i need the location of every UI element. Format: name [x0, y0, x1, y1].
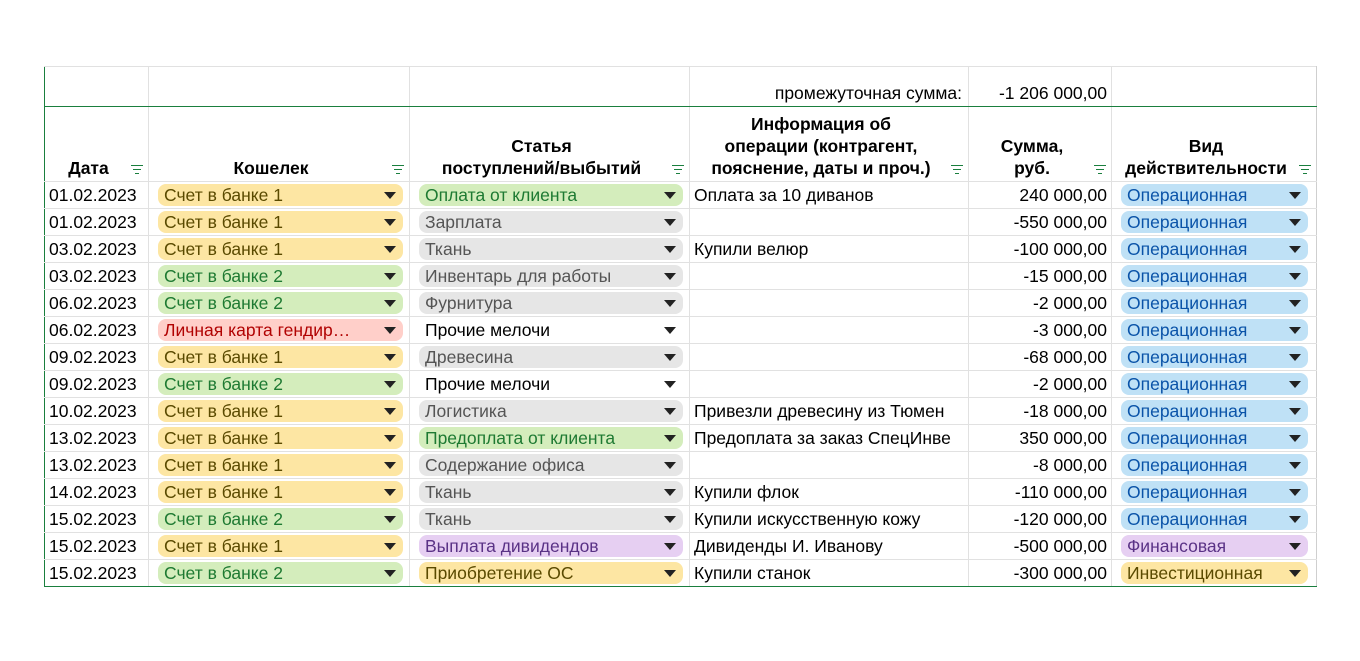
wallet-cell[interactable] — [149, 182, 410, 209]
wallet-cell[interactable] — [149, 236, 410, 263]
filter-icon[interactable] — [392, 165, 404, 175]
article-cell[interactable] — [410, 209, 690, 236]
dropdown-arrow-icon[interactable] — [664, 489, 676, 496]
article-dropdown-label: Ткань — [425, 509, 472, 529]
article-dropdown-label: Инвентарь для работы — [425, 266, 612, 286]
activity-dropdown-label: Операционная — [1127, 212, 1248, 232]
dropdown-arrow-icon[interactable] — [1289, 489, 1301, 496]
wallet-dropdown-label: Счет в банке 2 — [164, 293, 283, 313]
date-cell[interactable]: 06.02.2023 — [45, 317, 149, 344]
info-cell[interactable] — [690, 263, 969, 290]
wallet-cell[interactable] — [149, 398, 410, 425]
subtotal-label[interactable]: промежуточная сумма: — [690, 67, 969, 107]
article-cell[interactable] — [410, 182, 690, 209]
activity-cell[interactable] — [1112, 236, 1317, 263]
article-cell[interactable] — [410, 371, 690, 398]
dropdown-arrow-icon[interactable] — [1289, 192, 1301, 199]
amount-cell[interactable]: -120 000,00 — [969, 506, 1112, 533]
dropdown-arrow-icon[interactable] — [1289, 381, 1301, 388]
article-dropdown[interactable] — [419, 292, 683, 314]
article-dropdown-label: Прочие мелочи — [425, 320, 550, 340]
wallet-dropdown[interactable] — [158, 265, 403, 287]
spreadsheet-table — [44, 66, 1317, 587]
date-cell[interactable]: 09.02.2023 — [45, 371, 149, 398]
article-dropdown[interactable] — [419, 184, 683, 206]
table-row — [45, 236, 1317, 263]
article-dropdown[interactable] — [419, 373, 683, 395]
date-cell[interactable]: 15.02.2023 — [45, 560, 149, 587]
dropdown-arrow-icon[interactable] — [1289, 462, 1301, 469]
info-cell[interactable]: Привезли древесину из Тюмен — [690, 398, 969, 425]
header-activity[interactable] — [1112, 107, 1317, 182]
date-cell[interactable]: 15.02.2023 — [45, 533, 149, 560]
table-row — [45, 533, 1317, 560]
activity-dropdown[interactable] — [1121, 292, 1308, 314]
wallet-dropdown-label: Счет в банке 2 — [164, 509, 283, 529]
header-row — [45, 107, 1317, 182]
wallet-cell[interactable] — [149, 263, 410, 290]
table-row — [45, 344, 1317, 371]
activity-dropdown[interactable] — [1121, 238, 1308, 260]
amount-cell[interactable]: -18 000,00 — [969, 398, 1112, 425]
dropdown-arrow-icon[interactable] — [1289, 273, 1301, 280]
wallet-dropdown-label: Счет в банке 1 — [164, 536, 283, 556]
dropdown-arrow-icon[interactable] — [384, 543, 396, 550]
article-dropdown[interactable] — [419, 400, 683, 422]
header-wallet-label: Кошелек — [233, 158, 309, 178]
amount-cell[interactable]: -2 000,00 — [969, 290, 1112, 317]
header-article[interactable] — [410, 107, 690, 182]
wallet-cell[interactable] — [149, 479, 410, 506]
dropdown-arrow-icon[interactable] — [384, 462, 396, 469]
activity-dropdown-label: Операционная — [1127, 482, 1248, 502]
activity-dropdown[interactable] — [1121, 481, 1308, 503]
filter-icon[interactable] — [1299, 165, 1311, 175]
article-dropdown-label: Содержание офиса — [425, 455, 585, 475]
wallet-dropdown-label: Счет в банке 1 — [164, 428, 283, 448]
table-row — [45, 371, 1317, 398]
amount-cell[interactable]: -550 000,00 — [969, 209, 1112, 236]
date-cell[interactable]: 13.02.2023 — [45, 452, 149, 479]
wallet-dropdown[interactable] — [158, 373, 403, 395]
dropdown-arrow-icon[interactable] — [664, 219, 676, 226]
cell[interactable] — [45, 67, 149, 107]
dropdown-arrow-icon[interactable] — [664, 543, 676, 550]
article-dropdown-label: Выплата дивидендов — [425, 536, 599, 556]
dropdown-arrow-icon[interactable] — [384, 327, 396, 334]
activity-cell[interactable] — [1112, 371, 1317, 398]
wallet-dropdown-label: Счет в банке 1 — [164, 239, 283, 259]
activity-dropdown-label: Операционная — [1127, 428, 1248, 448]
article-dropdown[interactable] — [419, 238, 683, 260]
info-cell[interactable] — [690, 290, 969, 317]
table-row — [45, 479, 1317, 506]
activity-dropdown-label: Финансовая — [1127, 536, 1227, 556]
dropdown-arrow-icon[interactable] — [1289, 516, 1301, 523]
wallet-dropdown[interactable] — [158, 454, 403, 476]
filter-icon[interactable] — [951, 165, 963, 175]
activity-cell[interactable] — [1112, 209, 1317, 236]
article-cell[interactable] — [410, 290, 690, 317]
date-cell[interactable]: 13.02.2023 — [45, 425, 149, 452]
filter-icon[interactable] — [1094, 165, 1106, 175]
activity-cell[interactable] — [1112, 290, 1317, 317]
wallet-dropdown[interactable] — [158, 481, 403, 503]
activity-dropdown[interactable] — [1121, 427, 1308, 449]
header-amount[interactable] — [969, 107, 1112, 182]
wallet-dropdown-label: Личная карта гендир… — [164, 320, 351, 340]
info-cell[interactable] — [690, 344, 969, 371]
activity-dropdown-label: Операционная — [1127, 320, 1248, 340]
article-cell[interactable] — [410, 533, 690, 560]
article-dropdown[interactable] — [419, 265, 683, 287]
table-row — [45, 560, 1317, 587]
info-cell[interactable]: Купили станок — [690, 560, 969, 587]
dropdown-arrow-icon[interactable] — [664, 327, 676, 334]
wallet-dropdown[interactable] — [158, 427, 403, 449]
activity-dropdown[interactable] — [1121, 373, 1308, 395]
cell[interactable] — [410, 67, 690, 107]
activity-dropdown-label: Инвестиционная — [1127, 563, 1263, 583]
dropdown-arrow-icon[interactable] — [1289, 354, 1301, 361]
wallet-dropdown[interactable] — [158, 508, 403, 530]
dropdown-arrow-icon[interactable] — [1289, 543, 1301, 550]
article-cell[interactable] — [410, 263, 690, 290]
header-info[interactable] — [690, 107, 969, 182]
article-dropdown-label: Ткань — [425, 482, 472, 502]
wallet-cell[interactable] — [149, 506, 410, 533]
table-row — [45, 317, 1317, 344]
article-dropdown[interactable] — [419, 427, 683, 449]
activity-dropdown[interactable] — [1121, 535, 1308, 557]
article-cell[interactable] — [410, 560, 690, 587]
dropdown-arrow-icon[interactable] — [664, 381, 676, 388]
dropdown-arrow-icon[interactable] — [1289, 327, 1301, 334]
amount-cell[interactable]: -3 000,00 — [969, 317, 1112, 344]
activity-cell[interactable] — [1112, 344, 1317, 371]
activity-dropdown[interactable] — [1121, 454, 1308, 476]
table-row — [45, 182, 1317, 209]
wallet-dropdown-label: Счет в банке 1 — [164, 212, 283, 232]
activity-cell[interactable] — [1112, 452, 1317, 479]
article-dropdown-label: Прочие мелочи — [425, 374, 550, 394]
date-cell[interactable]: 01.02.2023 — [45, 182, 149, 209]
info-cell[interactable] — [690, 317, 969, 344]
article-dropdown-label: Зарплата — [425, 212, 502, 232]
dropdown-arrow-icon[interactable] — [664, 192, 676, 199]
activity-dropdown[interactable] — [1121, 346, 1308, 368]
amount-cell[interactable]: -15 000,00 — [969, 263, 1112, 290]
article-dropdown-label: Древесина — [425, 347, 514, 367]
table-row — [45, 263, 1317, 290]
article-cell[interactable] — [410, 452, 690, 479]
activity-dropdown[interactable] — [1121, 400, 1308, 422]
wallet-dropdown[interactable] — [158, 211, 403, 233]
amount-cell[interactable]: 240 000,00 — [969, 182, 1112, 209]
info-cell[interactable] — [690, 452, 969, 479]
info-cell[interactable]: Дивиденды И. Иванову — [690, 533, 969, 560]
subtotal-row — [45, 67, 1317, 107]
article-cell[interactable] — [410, 479, 690, 506]
filter-icon[interactable] — [672, 165, 684, 175]
header-date-label: Дата — [68, 158, 109, 178]
wallet-cell[interactable] — [149, 560, 410, 587]
dropdown-arrow-icon[interactable] — [1289, 435, 1301, 442]
dropdown-arrow-icon[interactable] — [384, 516, 396, 523]
dropdown-arrow-icon[interactable] — [664, 408, 676, 415]
dropdown-arrow-icon[interactable] — [1289, 408, 1301, 415]
dropdown-arrow-icon[interactable] — [384, 300, 396, 307]
wallet-dropdown-label: Счет в банке 2 — [164, 266, 283, 286]
dropdown-arrow-icon[interactable] — [664, 273, 676, 280]
article-cell[interactable] — [410, 317, 690, 344]
table-row — [45, 506, 1317, 533]
date-cell[interactable]: 09.02.2023 — [45, 344, 149, 371]
dropdown-arrow-icon[interactable] — [384, 408, 396, 415]
wallet-dropdown[interactable] — [158, 238, 403, 260]
activity-dropdown-label: Операционная — [1127, 266, 1248, 286]
wallet-dropdown-label: Счет в банке 1 — [164, 455, 283, 475]
table-row — [45, 425, 1317, 452]
wallet-dropdown-label: Счет в банке 1 — [164, 347, 283, 367]
activity-dropdown[interactable] — [1121, 211, 1308, 233]
info-cell[interactable]: Купили велюр — [690, 236, 969, 263]
dropdown-arrow-icon[interactable] — [384, 381, 396, 388]
wallet-dropdown[interactable] — [158, 319, 403, 341]
header-article-label: Статья поступлений/выбытий — [441, 136, 642, 178]
info-cell[interactable]: Предоплата за заказ СпецИнве — [690, 425, 969, 452]
header-date[interactable] — [45, 107, 149, 182]
wallet-cell[interactable] — [149, 452, 410, 479]
article-cell[interactable] — [410, 344, 690, 371]
article-dropdown-label: Приобретение ОС — [425, 563, 574, 583]
table-row — [45, 290, 1317, 317]
info-cell[interactable] — [690, 209, 969, 236]
wallet-cell[interactable] — [149, 209, 410, 236]
activity-cell[interactable] — [1112, 317, 1317, 344]
article-dropdown-label: Логистика — [425, 401, 507, 421]
date-cell[interactable]: 10.02.2023 — [45, 398, 149, 425]
amount-cell[interactable]: -300 000,00 — [969, 560, 1112, 587]
activity-cell[interactable] — [1112, 533, 1317, 560]
amount-cell[interactable]: -500 000,00 — [969, 533, 1112, 560]
dropdown-arrow-icon[interactable] — [664, 462, 676, 469]
wallet-dropdown[interactable] — [158, 184, 403, 206]
activity-cell[interactable] — [1112, 263, 1317, 290]
dropdown-arrow-icon[interactable] — [1289, 219, 1301, 226]
filter-icon[interactable] — [131, 165, 143, 175]
wallet-dropdown-label: Счет в банке 2 — [164, 563, 283, 583]
dropdown-arrow-icon[interactable] — [664, 354, 676, 361]
article-dropdown[interactable] — [419, 211, 683, 233]
dropdown-arrow-icon[interactable] — [664, 435, 676, 442]
header-info-label: Информация об операции (контрагент, пояснение, даты и проч.) — [711, 114, 931, 178]
article-cell[interactable] — [410, 506, 690, 533]
amount-cell[interactable]: -68 000,00 — [969, 344, 1112, 371]
article-dropdown-label: Фурнитура — [425, 293, 513, 313]
header-wallet[interactable] — [149, 107, 410, 182]
dropdown-arrow-icon[interactable] — [384, 192, 396, 199]
subtotal-value[interactable]: -1 206 000,00 — [969, 67, 1112, 107]
wallet-dropdown[interactable] — [158, 400, 403, 422]
cell[interactable] — [1112, 67, 1317, 107]
info-cell[interactable] — [690, 371, 969, 398]
date-cell[interactable]: 03.02.2023 — [45, 263, 149, 290]
activity-dropdown[interactable] — [1121, 508, 1308, 530]
activity-cell[interactable] — [1112, 425, 1317, 452]
activity-dropdown-label: Операционная — [1127, 185, 1248, 205]
article-dropdown[interactable] — [419, 508, 683, 530]
dropdown-arrow-icon[interactable] — [384, 435, 396, 442]
dropdown-arrow-icon[interactable] — [1289, 570, 1301, 577]
amount-cell[interactable]: -100 000,00 — [969, 236, 1112, 263]
info-cell[interactable]: Купили флок — [690, 479, 969, 506]
activity-cell[interactable] — [1112, 398, 1317, 425]
activity-dropdown[interactable] — [1121, 319, 1308, 341]
activity-dropdown[interactable] — [1121, 184, 1308, 206]
article-dropdown-label: Оплата от клиента — [425, 185, 578, 205]
activity-dropdown-label: Операционная — [1127, 455, 1248, 475]
activity-dropdown-label: Операционная — [1127, 374, 1248, 394]
article-dropdown[interactable] — [419, 481, 683, 503]
activity-dropdown-label: Операционная — [1127, 239, 1248, 259]
dropdown-arrow-icon[interactable] — [384, 273, 396, 280]
wallet-cell[interactable] — [149, 317, 410, 344]
date-cell[interactable]: 01.02.2023 — [45, 209, 149, 236]
activity-dropdown-label: Операционная — [1127, 347, 1248, 367]
article-cell[interactable] — [410, 236, 690, 263]
wallet-dropdown[interactable] — [158, 292, 403, 314]
article-dropdown[interactable] — [419, 535, 683, 557]
table-row — [45, 398, 1317, 425]
dropdown-arrow-icon[interactable] — [384, 570, 396, 577]
article-cell[interactable] — [410, 398, 690, 425]
date-cell[interactable]: 15.02.2023 — [45, 506, 149, 533]
article-dropdown[interactable] — [419, 562, 683, 584]
wallet-dropdown[interactable] — [158, 535, 403, 557]
dropdown-arrow-icon[interactable] — [384, 354, 396, 361]
activity-cell[interactable] — [1112, 182, 1317, 209]
wallet-cell[interactable] — [149, 425, 410, 452]
activity-cell[interactable] — [1112, 479, 1317, 506]
article-dropdown[interactable] — [419, 454, 683, 476]
wallet-cell[interactable] — [149, 344, 410, 371]
table-row — [45, 209, 1317, 236]
info-cell[interactable]: Купили искусственную кожу — [690, 506, 969, 533]
activity-dropdown[interactable] — [1121, 562, 1308, 584]
cell[interactable] — [149, 67, 410, 107]
dropdown-arrow-icon[interactable] — [664, 246, 676, 253]
table-row — [45, 452, 1317, 479]
amount-cell[interactable]: -8 000,00 — [969, 452, 1112, 479]
wallet-dropdown-label: Счет в банке 2 — [164, 374, 283, 394]
activity-dropdown-label: Операционная — [1127, 293, 1248, 313]
activity-cell[interactable] — [1112, 506, 1317, 533]
article-dropdown[interactable] — [419, 346, 683, 368]
wallet-dropdown[interactable] — [158, 346, 403, 368]
dropdown-arrow-icon[interactable] — [384, 246, 396, 253]
dropdown-arrow-icon[interactable] — [664, 516, 676, 523]
activity-dropdown-label: Операционная — [1127, 509, 1248, 529]
wallet-dropdown-label: Счет в банке 1 — [164, 185, 283, 205]
wallet-dropdown[interactable] — [158, 562, 403, 584]
dropdown-arrow-icon[interactable] — [384, 219, 396, 226]
article-cell[interactable] — [410, 425, 690, 452]
dropdown-arrow-icon[interactable] — [384, 489, 396, 496]
dropdown-arrow-icon[interactable] — [664, 570, 676, 577]
activity-cell[interactable] — [1112, 560, 1317, 587]
article-dropdown[interactable] — [419, 319, 683, 341]
wallet-dropdown-label: Счет в банке 1 — [164, 482, 283, 502]
amount-cell[interactable]: 350 000,00 — [969, 425, 1112, 452]
date-cell[interactable]: 03.02.2023 — [45, 236, 149, 263]
amount-cell[interactable]: -2 000,00 — [969, 371, 1112, 398]
date-cell[interactable]: 14.02.2023 — [45, 479, 149, 506]
article-dropdown-label: Ткань — [425, 239, 472, 259]
dropdown-arrow-icon[interactable] — [1289, 300, 1301, 307]
header-activity-label: Вид действительности — [1125, 136, 1287, 178]
dropdown-arrow-icon[interactable] — [664, 300, 676, 307]
info-cell[interactable]: Оплата за 10 диванов — [690, 182, 969, 209]
activity-dropdown[interactable] — [1121, 265, 1308, 287]
wallet-cell[interactable] — [149, 290, 410, 317]
article-dropdown-label: Предоплата от клиента — [425, 428, 616, 448]
wallet-cell[interactable] — [149, 371, 410, 398]
header-amount-label: Сумма, руб. — [1000, 136, 1064, 178]
date-cell[interactable]: 06.02.2023 — [45, 290, 149, 317]
activity-dropdown-label: Операционная — [1127, 401, 1248, 421]
wallet-cell[interactable] — [149, 533, 410, 560]
amount-cell[interactable]: -110 000,00 — [969, 479, 1112, 506]
wallet-dropdown-label: Счет в банке 1 — [164, 401, 283, 421]
dropdown-arrow-icon[interactable] — [1289, 246, 1301, 253]
